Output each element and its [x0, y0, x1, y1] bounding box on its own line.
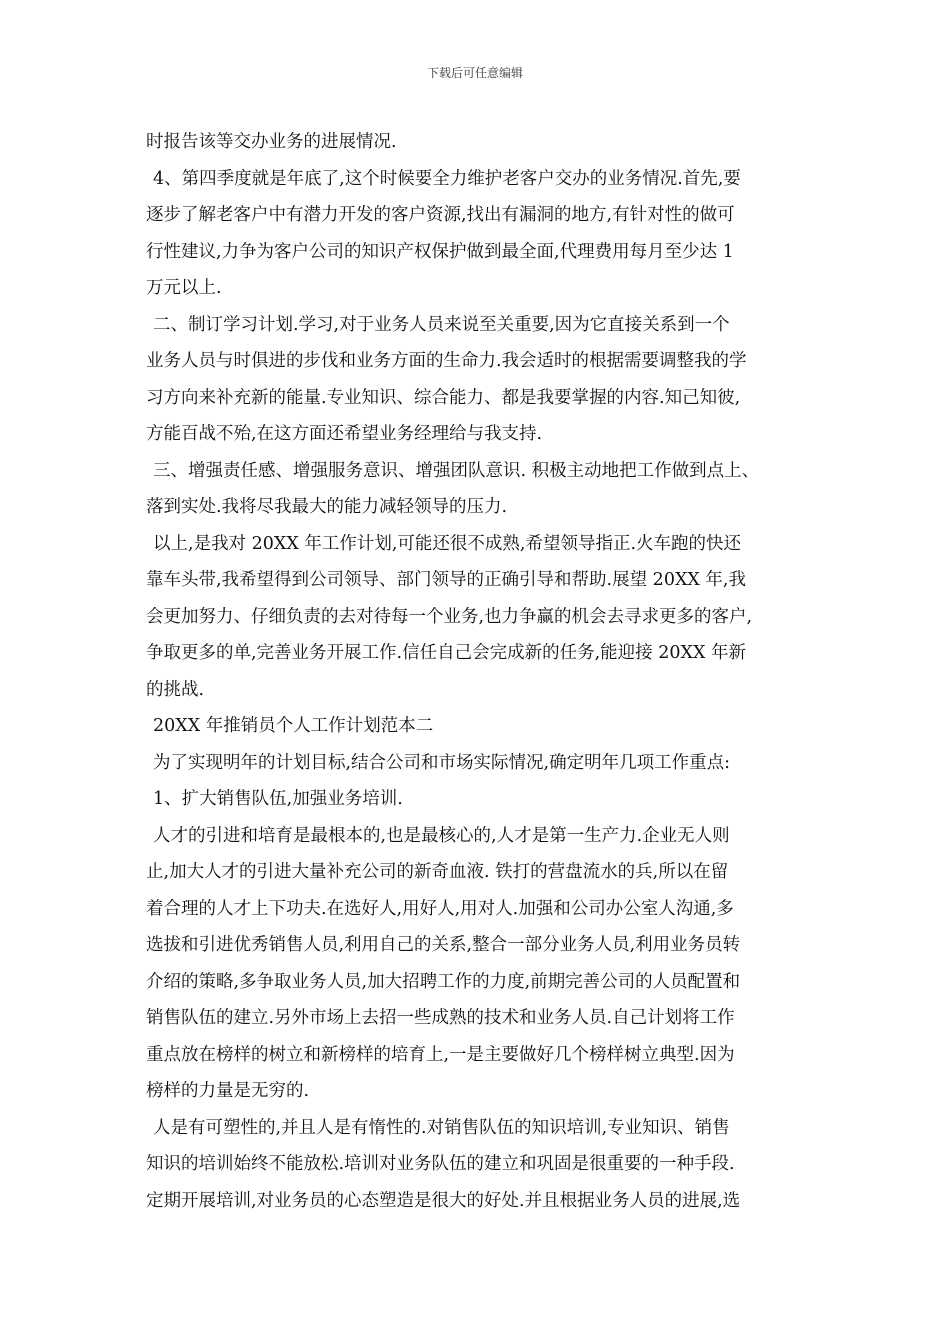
text-line: 1、扩大销售队伍,加强业务培训. [153, 789, 403, 809]
text-line: 时报告该等交办业务的进展情况. [146, 132, 397, 152]
text-line: 三、增强责任感、增强服务意识、增强团队意识. 积极主动地把工作做到点上、 [153, 460, 760, 481]
section-heading: 20XX 年推销员个人工作计划范本二 [153, 716, 434, 736]
text-line: 二、制订学习计划.学习,对于业务人员来说至关重要,因为它直接关系到一个 [153, 314, 730, 335]
text-line: 习方向来补充新的能量.专业知识、综合能力、都是我要掌握的内容.知己知彼, [146, 387, 741, 408]
text-line: 会更加努力、仔细负责的去对待每一个业务,也力争赢的机会去寻求更多的客户, [146, 606, 753, 627]
text-line: 争取更多的单,完善业务开展工作.信任自己会完成新的任务,能迎接 20XX 年新 [146, 643, 746, 663]
page-header: 下载后可任意编辑 [426, 66, 523, 80]
text-line: 人才的引进和培育是最根本的,也是最核心的,人才是第一生产力.企业无人则 [153, 825, 730, 846]
text-line: 靠车头带,我希望得到公司领导、部门领导的正确引导和帮助.展望 20XX 年,我 [146, 570, 746, 590]
text-line: 介绍的策略,多争取业务人员,加大招聘工作的力度,前期完善公司的人员配置和 [146, 971, 741, 992]
text-line: 止,加大人才的引进大量补充公司的新奇血液. 铁打的营盘流水的兵,所以在留 [146, 862, 729, 882]
text-line: 销售队伍的建立.另外市场上去招一些成熟的技术和业务人员.自己计划将工作 [146, 1008, 735, 1028]
text-line: 逐步了解老客户中有潜力开发的客户资源,找出有漏洞的地方,有针对性的做可 [146, 205, 735, 225]
text-line: 选拔和引进优秀销售人员,利用自己的关系,整合一部分业务人员,利用业务员转 [146, 935, 741, 955]
text-line: 万元以上. [146, 278, 222, 298]
text-line: 4、第四季度就是年底了,这个时候要全力维护老客户交办的业务情况.首先,要 [153, 168, 741, 189]
text-line: 为了实现明年的计划目标,结合公司和市场实际情况,确定明年几项工作重点: [153, 752, 731, 773]
text-line: 落到实处.我将尽我最大的能力减轻领导的压力. [146, 497, 508, 517]
text-line: 着合理的人才上下功夫.在选好人,用好人,用对人.加强和公司办公室人沟通,多 [146, 898, 734, 919]
text-line: 的挑战. [146, 679, 205, 700]
text-line: 方能百战不殆,在这方面还希望业务经理给与我支持. [146, 424, 543, 444]
text-line: 业务人员与时俱进的步伐和业务方面的生命力.我会适时的根据需要调整我的学 [146, 351, 747, 371]
text-line: 以上,是我对 20XX 年工作计划,可能还很不成熟,希望领导指正.火车跑的快还 [153, 533, 742, 554]
text-line: 定期开展培训,对业务员的心态塑造是很大的好处.并且根据业务人员的进展,选 [146, 1190, 741, 1211]
text-line: 榜样的力量是无穷的. [146, 1081, 310, 1101]
document-body [146, 124, 816, 1219]
text-line: 知识的培训始终不能放松.培训对业务队伍的建立和巩固是很重要的一种手段. [146, 1154, 735, 1174]
text-line: 行性建议,力争为客户公司的知识产权保护做到最全面,代理费用每月至少达 1 [146, 241, 734, 262]
text-line: 重点放在榜样的树立和新榜样的培育上,一是主要做好几个榜样树立典型.因为 [146, 1044, 735, 1065]
text-line: 人是有可塑性的,并且人是有惰性的.对销售队伍的知识培训,专业知识、销售 [153, 1117, 730, 1138]
